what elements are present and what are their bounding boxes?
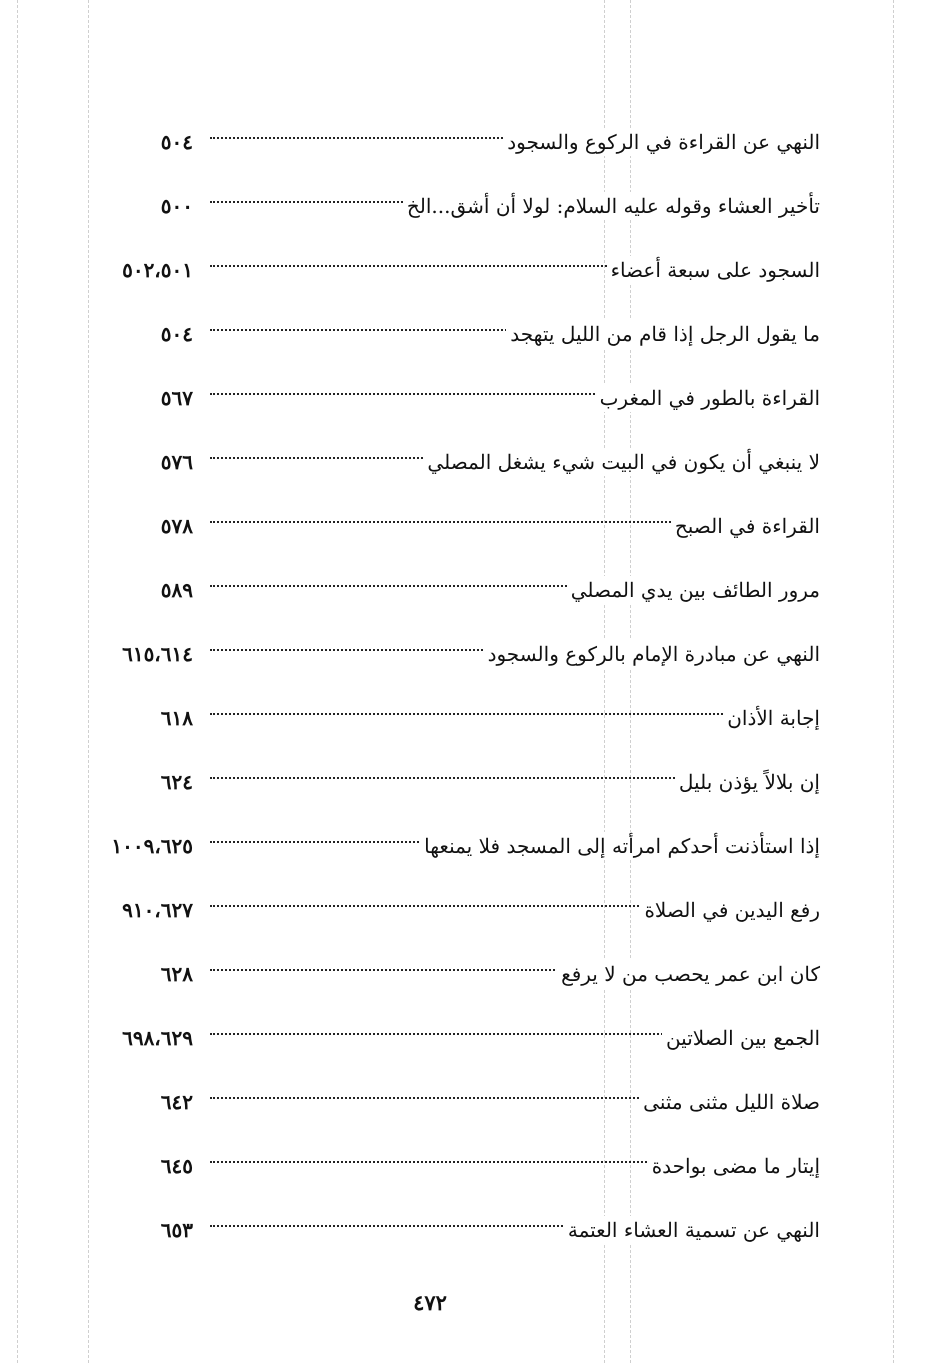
toc-entry [60,1198,830,1262]
toc-entry [60,1006,830,1070]
toc-entry-pages: ٥٠٠ [160,194,193,218]
toc-entry-title: الجمع بين الصلاتين [662,1024,820,1052]
toc-entry-title: إيتار ما مضى بواحدة [648,1152,820,1180]
toc-entry-pages: ٥٧٦ [160,450,193,474]
toc-entry-pages: ٦٢٨ [160,962,193,986]
toc-entry-title: إذا استأذنت أحدكم امرأته إلى المسجد فلا يمنعها [420,832,820,860]
toc-entry-pages: ٦٤٥ [160,1154,193,1178]
toc-entry [60,558,830,622]
toc-entry-pages: ٩١٠،٦٢٧ [122,898,193,922]
toc-entry-pages: ٥٠٤ [160,130,193,154]
toc-entry-title: تأخير العشاء وقوله عليه السلام: لولا أن أشق...الخ [403,192,820,220]
toc-entry [60,878,830,942]
toc-entry [60,110,830,174]
toc-entry-pages: ٦١٥،٦١٤ [122,642,193,666]
toc-entry-title: كان ابن عمر يحصب من لا يرفع [557,960,820,988]
toc-entry [60,814,830,878]
toc-entry-pages: ٦٥٣ [160,1218,193,1242]
toc-entry-pages: ٥٠٤ [160,322,193,346]
toc-entry-title: النهي عن تسمية العشاء العتمة [564,1216,820,1244]
toc-entry-title: القراءة في الصبح [671,512,820,540]
toc-entry-pages: ٦١٨ [160,706,193,730]
toc-entry-title: رفع اليدين في الصلاة [640,896,820,924]
toc-entry [60,1070,830,1134]
toc-entry-pages: ٦٢٤ [160,770,193,794]
toc-entry [60,686,830,750]
toc-entry-pages: ٦٩٨،٦٢٩ [122,1026,193,1050]
page-number: ٤٧٢ [413,1290,447,1315]
toc-entry [60,430,830,494]
toc-entry [60,750,830,814]
toc-entry-title: النهي عن مبادرة الإمام بالركوع والسجود [484,640,820,668]
toc-entry [60,942,830,1006]
toc-entry [60,1134,830,1198]
toc-entry-pages: ١٠٠٩،٦٢٥ [111,834,193,858]
table-of-contents [60,110,830,1262]
toc-entry [60,302,830,366]
scan-guide-line [893,0,894,1363]
toc-entry [60,622,830,686]
toc-entry-title: صلاة الليل مثنى مثنى [639,1088,820,1116]
toc-entry-title: لا ينبغي أن يكون في البيت شيء يشغل المصلي [423,448,820,476]
toc-entry-pages: ٥٠٢،٥٠١ [122,258,193,282]
toc-entry [60,366,830,430]
toc-entry-title: النهي عن القراءة في الركوع والسجود [503,128,820,156]
toc-entry [60,494,830,558]
toc-entry [60,174,830,238]
dot-leader [210,713,810,715]
toc-entry-pages: ٦٤٢ [160,1090,193,1114]
toc-entry [60,238,830,302]
toc-entry-title: إجابة الأذان [723,704,820,732]
toc-entry-title: مرور الطائف بين يدي المصلي [567,576,820,604]
toc-entry-pages: ٥٧٨ [160,514,193,538]
toc-entry-pages: ٥٨٩ [160,578,193,602]
toc-entry-title: إن بلالاً يؤذن بليل [675,768,820,796]
scan-guide-line [17,0,18,1363]
toc-entry-title: القراءة بالطور في المغرب [596,384,820,412]
toc-entry-title: السجود على سبعة أعضاء [607,256,820,284]
toc-entry-title: ما يقول الرجل إذا قام من الليل يتهجد [506,320,820,348]
toc-entry-pages: ٥٦٧ [160,386,193,410]
